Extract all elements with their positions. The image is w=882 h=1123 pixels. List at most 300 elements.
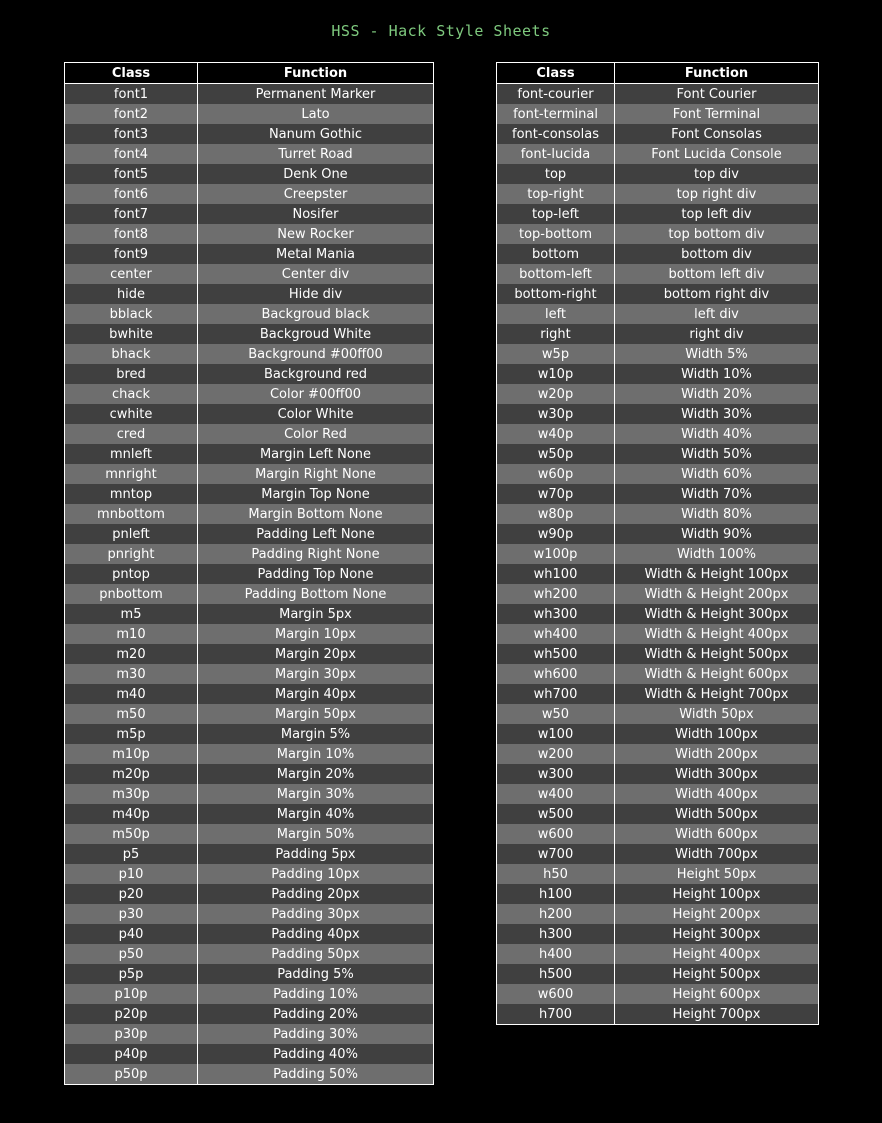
- class-cell: font3: [65, 124, 198, 144]
- table-row: [65, 904, 434, 924]
- class-cell: m40p: [65, 804, 198, 824]
- class-cell: font2: [65, 104, 198, 124]
- function-cell: Margin Bottom None: [198, 504, 434, 524]
- class-cell: p20: [65, 884, 198, 904]
- table-row: [65, 704, 434, 724]
- class-cell: w30p: [497, 404, 615, 424]
- class-cell: wh500: [497, 644, 615, 664]
- class-cell: p10: [65, 864, 198, 884]
- function-cell: Width & Height 700px: [615, 684, 819, 704]
- table-row: [497, 824, 819, 844]
- class-cell: wh100: [497, 564, 615, 584]
- class-cell: wh700: [497, 684, 615, 704]
- table-row: [497, 164, 819, 184]
- page-title: HSS - Hack Style Sheets: [331, 22, 551, 40]
- table-row: [65, 664, 434, 684]
- class-cell: mnbottom: [65, 504, 198, 524]
- table-row: [65, 124, 434, 144]
- table-row: [65, 724, 434, 744]
- class-cell: h200: [497, 904, 615, 924]
- table-row: [65, 364, 434, 384]
- table-row: [497, 444, 819, 464]
- class-table-left: [64, 62, 434, 1085]
- table-row: [65, 984, 434, 1004]
- function-cell: Lato: [198, 104, 434, 124]
- class-cell: w20p: [497, 384, 615, 404]
- table-row: [65, 604, 434, 624]
- function-cell: Margin 10px: [198, 624, 434, 644]
- table-row: [65, 544, 434, 564]
- function-cell: Width 50px: [615, 704, 819, 724]
- class-cell: m5p: [65, 724, 198, 744]
- function-cell: right div: [615, 324, 819, 344]
- table-row: [65, 464, 434, 484]
- function-cell: Margin 40px: [198, 684, 434, 704]
- class-cell: bottom: [497, 244, 615, 264]
- class-cell: w60p: [497, 464, 615, 484]
- class-cell: p20p: [65, 1004, 198, 1024]
- table-row: [65, 1064, 434, 1085]
- function-cell: Padding Right None: [198, 544, 434, 564]
- function-cell: Color Red: [198, 424, 434, 444]
- table-row: [497, 284, 819, 304]
- function-cell: Padding 30%: [198, 1024, 434, 1044]
- table-row: [65, 684, 434, 704]
- class-cell: font1: [65, 84, 198, 105]
- table-row: [497, 624, 819, 644]
- function-cell: Padding 40%: [198, 1044, 434, 1064]
- function-cell: Hide div: [198, 284, 434, 304]
- table-row: [497, 364, 819, 384]
- class-cell: w80p: [497, 504, 615, 524]
- table-row: [497, 144, 819, 164]
- table-row: [497, 484, 819, 504]
- class-cell: h100: [497, 884, 615, 904]
- function-cell: Margin 20px: [198, 644, 434, 664]
- function-cell: Background red: [198, 364, 434, 384]
- table-row: [497, 804, 819, 824]
- table-row: [65, 584, 434, 604]
- class-cell: w400: [497, 784, 615, 804]
- function-cell: Font Courier: [615, 84, 819, 105]
- table-row: [65, 84, 434, 105]
- class-cell: hide: [65, 284, 198, 304]
- function-cell: Width 700px: [615, 844, 819, 864]
- function-cell: Width 60%: [615, 464, 819, 484]
- class-cell: wh200: [497, 584, 615, 604]
- table-row: [65, 264, 434, 284]
- table-row: [65, 524, 434, 544]
- function-cell: bottom right div: [615, 284, 819, 304]
- function-cell: Margin Right None: [198, 464, 434, 484]
- class-cell: wh600: [497, 664, 615, 684]
- function-cell: Permanent Marker: [198, 84, 434, 105]
- function-cell: Padding 10px: [198, 864, 434, 884]
- table-row: [65, 484, 434, 504]
- table-row: [65, 404, 434, 424]
- class-cell: bottom-left: [497, 264, 615, 284]
- function-cell: Font Consolas: [615, 124, 819, 144]
- class-cell: bwhite: [65, 324, 198, 344]
- function-cell: Background #00ff00: [198, 344, 434, 364]
- function-cell: Margin Top None: [198, 484, 434, 504]
- table-row: [497, 524, 819, 544]
- function-cell: Margin 50%: [198, 824, 434, 844]
- function-cell: Color White: [198, 404, 434, 424]
- class-cell: w50: [497, 704, 615, 724]
- function-cell: Padding Bottom None: [198, 584, 434, 604]
- class-cell: h50: [497, 864, 615, 884]
- table-row: [497, 604, 819, 624]
- table-row: [65, 944, 434, 964]
- class-table-right: [496, 62, 819, 1025]
- class-cell: m50: [65, 704, 198, 724]
- class-cell: w100p: [497, 544, 615, 564]
- class-cell: mnleft: [65, 444, 198, 464]
- class-cell: p30p: [65, 1024, 198, 1044]
- class-cell: font7: [65, 204, 198, 224]
- class-cell: cwhite: [65, 404, 198, 424]
- function-cell: Width & Height 500px: [615, 644, 819, 664]
- table-row: [65, 164, 434, 184]
- function-cell: Height 700px: [615, 1004, 819, 1025]
- table-row: [497, 344, 819, 364]
- function-cell: Height 200px: [615, 904, 819, 924]
- function-cell: Margin 50px: [198, 704, 434, 724]
- table-row: [497, 304, 819, 324]
- table-row: [65, 924, 434, 944]
- function-cell: Height 600px: [615, 984, 819, 1004]
- table-row: [497, 384, 819, 404]
- table-row: [497, 864, 819, 884]
- table-row: [497, 904, 819, 924]
- function-cell: Padding 50px: [198, 944, 434, 964]
- table-row: [65, 804, 434, 824]
- table-row: [65, 104, 434, 124]
- class-cell: pnleft: [65, 524, 198, 544]
- table-row: [497, 784, 819, 804]
- class-cell: mntop: [65, 484, 198, 504]
- class-cell: cred: [65, 424, 198, 444]
- function-cell: bottom div: [615, 244, 819, 264]
- table-row: [65, 644, 434, 664]
- function-cell: Denk One: [198, 164, 434, 184]
- class-cell: m20p: [65, 764, 198, 784]
- class-cell: pnbottom: [65, 584, 198, 604]
- function-cell: Margin 10%: [198, 744, 434, 764]
- class-cell: w50p: [497, 444, 615, 464]
- function-cell: Margin 5px: [198, 604, 434, 624]
- class-table-left-body: [65, 84, 434, 1085]
- function-cell: Nosifer: [198, 204, 434, 224]
- table-header-row: [65, 63, 434, 84]
- function-cell: Width 600px: [615, 824, 819, 844]
- function-cell: Height 300px: [615, 924, 819, 944]
- table-row: [497, 944, 819, 964]
- class-cell: w5p: [497, 344, 615, 364]
- function-cell: Width & Height 300px: [615, 604, 819, 624]
- table-row: [497, 104, 819, 124]
- class-cell: p40: [65, 924, 198, 944]
- class-cell: mnright: [65, 464, 198, 484]
- function-cell: Margin Left None: [198, 444, 434, 464]
- class-cell: w40p: [497, 424, 615, 444]
- class-cell: m10p: [65, 744, 198, 764]
- class-cell: w200: [497, 744, 615, 764]
- table-row: [497, 244, 819, 264]
- function-cell: Width 70%: [615, 484, 819, 504]
- table-row: [497, 644, 819, 664]
- class-cell: top: [497, 164, 615, 184]
- header-function: Function: [615, 63, 819, 84]
- class-cell: m10: [65, 624, 198, 644]
- function-cell: Width 500px: [615, 804, 819, 824]
- class-cell: top-bottom: [497, 224, 615, 244]
- class-cell: m5: [65, 604, 198, 624]
- function-cell: Width 40%: [615, 424, 819, 444]
- function-cell: top right div: [615, 184, 819, 204]
- table-row: [65, 1024, 434, 1044]
- class-cell: h700: [497, 1004, 615, 1025]
- table-row: [65, 144, 434, 164]
- function-cell: Width 100%: [615, 544, 819, 564]
- table-row: [497, 564, 819, 584]
- function-cell: Padding 10%: [198, 984, 434, 1004]
- class-cell: center: [65, 264, 198, 284]
- table-row: [497, 184, 819, 204]
- class-cell: wh300: [497, 604, 615, 624]
- table-row: [65, 744, 434, 764]
- class-cell: h300: [497, 924, 615, 944]
- table-row: [65, 504, 434, 524]
- table-row: [65, 564, 434, 584]
- class-cell: top-right: [497, 184, 615, 204]
- table-row: [65, 764, 434, 784]
- function-cell: Turret Road: [198, 144, 434, 164]
- table-row: [497, 884, 819, 904]
- table-row: [65, 844, 434, 864]
- function-cell: bottom left div: [615, 264, 819, 284]
- function-cell: Padding 30px: [198, 904, 434, 924]
- table-row: [65, 384, 434, 404]
- table-header-row: [497, 63, 819, 84]
- class-cell: m50p: [65, 824, 198, 844]
- class-cell: w10p: [497, 364, 615, 384]
- function-cell: Margin 5%: [198, 724, 434, 744]
- function-cell: Width & Height 400px: [615, 624, 819, 644]
- function-cell: Width & Height 600px: [615, 664, 819, 684]
- table-row: [497, 684, 819, 704]
- function-cell: Width & Height 200px: [615, 584, 819, 604]
- class-cell: w700: [497, 844, 615, 864]
- function-cell: Font Terminal: [615, 104, 819, 124]
- class-cell: w70p: [497, 484, 615, 504]
- table-row: [497, 924, 819, 944]
- table-row: [65, 864, 434, 884]
- class-cell: p40p: [65, 1044, 198, 1064]
- function-cell: Backgroud black: [198, 304, 434, 324]
- function-cell: Margin 30%: [198, 784, 434, 804]
- class-cell: font6: [65, 184, 198, 204]
- class-cell: m40: [65, 684, 198, 704]
- table-row: [65, 444, 434, 464]
- table-row: [497, 964, 819, 984]
- class-cell: w90p: [497, 524, 615, 544]
- function-cell: Nanum Gothic: [198, 124, 434, 144]
- table-row: [497, 224, 819, 244]
- class-cell: p50p: [65, 1064, 198, 1085]
- function-cell: Padding 20%: [198, 1004, 434, 1024]
- class-cell: h400: [497, 944, 615, 964]
- table-row: [497, 424, 819, 444]
- function-cell: Padding 40px: [198, 924, 434, 944]
- class-cell: p5p: [65, 964, 198, 984]
- function-cell: top bottom div: [615, 224, 819, 244]
- class-cell: p50: [65, 944, 198, 964]
- table-row: [65, 964, 434, 984]
- class-cell: font8: [65, 224, 198, 244]
- class-cell: m30p: [65, 784, 198, 804]
- function-cell: Center div: [198, 264, 434, 284]
- class-cell: p30: [65, 904, 198, 924]
- class-cell: left: [497, 304, 615, 324]
- table-row: [65, 244, 434, 264]
- function-cell: Padding 20px: [198, 884, 434, 904]
- class-cell: bblack: [65, 304, 198, 324]
- table-row: [65, 184, 434, 204]
- table-row: [65, 204, 434, 224]
- table-row: [65, 1004, 434, 1024]
- function-cell: Width 30%: [615, 404, 819, 424]
- header-function: Function: [198, 63, 434, 84]
- class-cell: m20: [65, 644, 198, 664]
- table-row: [497, 124, 819, 144]
- class-cell: font-terminal: [497, 104, 615, 124]
- class-cell: font4: [65, 144, 198, 164]
- table-row: [497, 1004, 819, 1025]
- class-cell: pntop: [65, 564, 198, 584]
- table-row: [497, 204, 819, 224]
- table-row: [497, 724, 819, 744]
- function-cell: Padding 5px: [198, 844, 434, 864]
- function-cell: Height 50px: [615, 864, 819, 884]
- class-cell: p10p: [65, 984, 198, 1004]
- table-row: [497, 744, 819, 764]
- table-row: [65, 884, 434, 904]
- table-row: [497, 984, 819, 1004]
- function-cell: Width & Height 100px: [615, 564, 819, 584]
- class-cell: p5: [65, 844, 198, 864]
- header-class: Class: [65, 63, 198, 84]
- header-class: Class: [497, 63, 615, 84]
- function-cell: left div: [615, 304, 819, 324]
- class-cell: chack: [65, 384, 198, 404]
- table-row: [65, 224, 434, 244]
- function-cell: New Rocker: [198, 224, 434, 244]
- function-cell: Margin 30px: [198, 664, 434, 684]
- function-cell: Metal Mania: [198, 244, 434, 264]
- table-row: [497, 664, 819, 684]
- class-cell: w300: [497, 764, 615, 784]
- function-cell: Width 80%: [615, 504, 819, 524]
- table-row: [65, 784, 434, 804]
- table-row: [65, 424, 434, 444]
- function-cell: Width 90%: [615, 524, 819, 544]
- table-row: [65, 824, 434, 844]
- table-row: [497, 84, 819, 105]
- function-cell: top left div: [615, 204, 819, 224]
- table-row: [65, 284, 434, 304]
- class-cell: top-left: [497, 204, 615, 224]
- function-cell: Font Lucida Console: [615, 144, 819, 164]
- function-cell: Width 300px: [615, 764, 819, 784]
- function-cell: Height 500px: [615, 964, 819, 984]
- class-cell: wh400: [497, 624, 615, 644]
- class-cell: w100: [497, 724, 615, 744]
- class-cell: bottom-right: [497, 284, 615, 304]
- table-row: [497, 844, 819, 864]
- function-cell: top div: [615, 164, 819, 184]
- function-cell: Color #00ff00: [198, 384, 434, 404]
- class-cell: m30: [65, 664, 198, 684]
- table-row: [497, 704, 819, 724]
- class-table-right-body: [497, 84, 819, 1025]
- table-row: [497, 584, 819, 604]
- class-cell: w500: [497, 804, 615, 824]
- table-row: [65, 324, 434, 344]
- class-cell: font5: [65, 164, 198, 184]
- class-cell: pnright: [65, 544, 198, 564]
- function-cell: Padding 50%: [198, 1064, 434, 1085]
- table-row: [497, 544, 819, 564]
- class-cell: font-lucida: [497, 144, 615, 164]
- table-row: [65, 1044, 434, 1064]
- table-row: [497, 264, 819, 284]
- table-row: [497, 324, 819, 344]
- function-cell: Creepster: [198, 184, 434, 204]
- function-cell: Margin 40%: [198, 804, 434, 824]
- function-cell: Padding Top None: [198, 564, 434, 584]
- function-cell: Width 400px: [615, 784, 819, 804]
- class-cell: w600: [497, 824, 615, 844]
- function-cell: Width 5%: [615, 344, 819, 364]
- function-cell: Width 200px: [615, 744, 819, 764]
- table-row: [65, 344, 434, 364]
- class-cell: bhack: [65, 344, 198, 364]
- table-row: [497, 404, 819, 424]
- function-cell: Height 100px: [615, 884, 819, 904]
- class-cell: h500: [497, 964, 615, 984]
- function-cell: Width 10%: [615, 364, 819, 384]
- function-cell: Padding 5%: [198, 964, 434, 984]
- class-cell: font-consolas: [497, 124, 615, 144]
- class-cell: font-courier: [497, 84, 615, 105]
- function-cell: Margin 20%: [198, 764, 434, 784]
- function-cell: Width 20%: [615, 384, 819, 404]
- function-cell: Height 400px: [615, 944, 819, 964]
- class-cell: bred: [65, 364, 198, 384]
- table-row: [65, 624, 434, 644]
- function-cell: Width 50%: [615, 444, 819, 464]
- function-cell: Backgroud White: [198, 324, 434, 344]
- table-row: [497, 504, 819, 524]
- class-cell: font9: [65, 244, 198, 264]
- function-cell: Width 100px: [615, 724, 819, 744]
- class-cell: right: [497, 324, 615, 344]
- function-cell: Padding Left None: [198, 524, 434, 544]
- table-row: [497, 764, 819, 784]
- table-row: [497, 464, 819, 484]
